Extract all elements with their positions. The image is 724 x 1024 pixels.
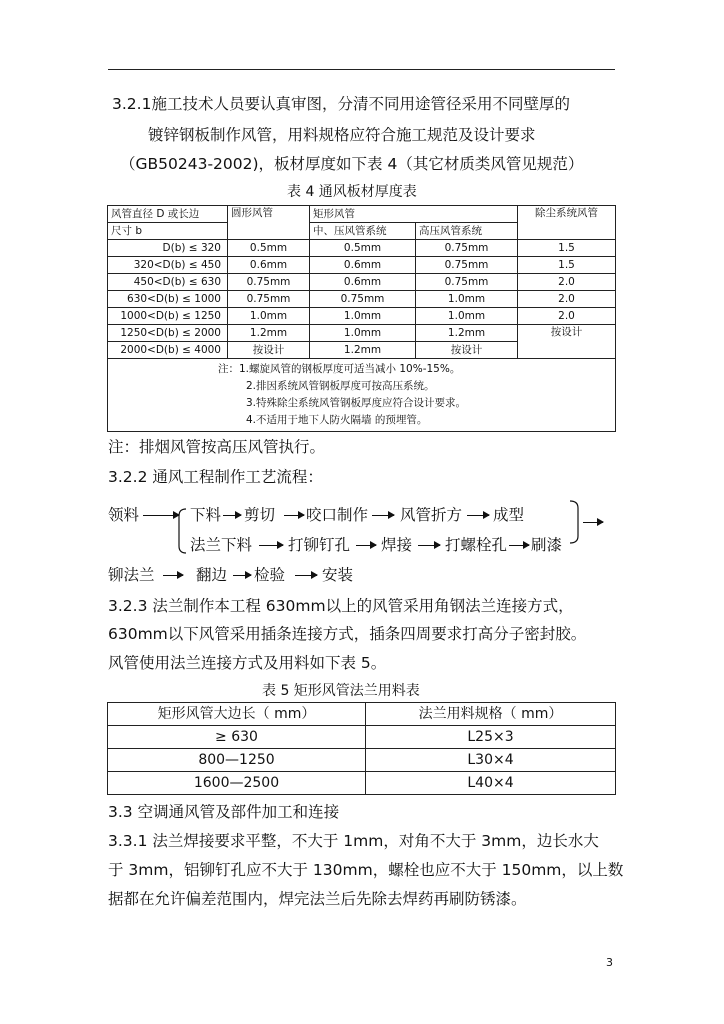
t4-cell: 0.75mm [228,274,310,291]
left-bracket-icon [177,508,187,554]
t4-header-rect-high: 高压风管系统 [416,223,518,240]
flow-r1-5: 成型 [493,506,525,524]
table5 [107,702,616,795]
t4-header-rect-mid: 中、压风管系统 [310,223,416,240]
t5-cell: L30×4 [366,749,616,772]
t4-cell: 1.0mm [416,308,518,325]
t5-cell: L25×3 [366,726,616,749]
t4-header-dust: 除尘系统风管 [518,206,616,240]
flow-r1-3: 咬口制作 [306,506,369,524]
t4-cell: 0.75mm [228,291,310,308]
flow-r2-3: 焊接 [381,536,413,554]
t4-cell: 1.0mm [228,308,310,325]
arrow-icon [163,575,183,576]
section-321-line3: （GB50243-2002)，板材厚度如下表 4（其它材质类风管见规范） [120,155,584,173]
t4-note-3: 3.特殊除尘系统风管钢板厚度应符合设计要求。 [246,397,467,409]
t5-header-size: 矩形风管大边长（ mm） [108,703,366,726]
arrow-icon [372,515,394,516]
t4-cell: 0.6mm [310,274,416,291]
t4-cell: 1250<D(b) ≤ 2000 [108,325,228,342]
flow-start: 领料 [108,506,140,524]
arrow-icon [259,545,283,546]
arrow-icon [233,575,251,576]
flow-r3-2: 翻边 [196,566,228,584]
flow-r3-4: 安装 [322,566,354,584]
t4-cell: 1.0mm [310,325,416,342]
t4-cell: 按设计 [416,342,518,359]
t4-cell: 0.5mm [310,240,416,257]
section-323-line3: 风管使用法兰连接方式及用料如下表 5。 [108,654,387,672]
note-smoke: 注：排烟风管按高压风管执行。 [108,438,326,456]
section-331-line2: 于 3mm，铝铆钉孔应不大于 130mm，螺栓也应不大于 150mm，以上数 [108,861,624,879]
flow-r3-1: 铆法兰 [108,566,155,584]
t4-note-4: 4.不适用于地下人防火隔墙 的预埋管。 [246,414,428,426]
t4-cell: 450<D(b) ≤ 630 [108,274,228,291]
flow-r1-4: 风管折方 [400,506,463,524]
t4-cell: 0.6mm [310,257,416,274]
arrow-icon [143,515,179,516]
section-33-heading: 3.3 空调通风管及部件加工和连接 [108,803,340,821]
table-row [108,240,616,257]
table-row [108,749,616,772]
t4-cell: 1.5 [518,240,616,257]
t4-cell: 1.2mm [228,325,310,342]
arrow-icon [356,545,376,546]
t4-cell: 0.75mm [416,240,518,257]
flow-r2-2: 打铆钉孔 [288,536,351,554]
t4-cell: 1.0mm [310,308,416,325]
table-row [108,274,616,291]
flow-r2-1: 法兰下料 [190,536,253,554]
arrow-icon [284,515,304,516]
t4-cell: 320<D(b) ≤ 450 [108,257,228,274]
flow-r2-4: 打螺栓孔 [445,536,508,554]
t5-cell: ≥ 630 [108,726,366,749]
table-row [108,772,616,795]
t5-cell: 800—1250 [108,749,366,772]
section-331-line1: 3.3.1 法兰焊接要求平整，不大于 1mm，对角不大于 3mm，边长水大 [108,832,599,850]
flow-r2-5: 刷漆 [531,536,563,554]
t4-cell: 1.0mm [416,291,518,308]
t4-cell: 0.6mm [228,257,310,274]
t5-header-spec: 法兰用料规格（ mm） [366,703,616,726]
t4-notes [108,359,616,432]
arrow-icon [583,522,603,523]
t4-header-round: 圆形风管 [228,206,310,240]
flow-r3-3: 检验 [254,566,286,584]
t4-cell: 按设计 [228,342,310,359]
t4-cell: 2.0 [518,291,616,308]
t4-cell: 1.2mm [310,342,416,359]
section-321-line1: 3.2.1施工技术人员要认真审图，分清不同用途管径采用不同壁厚的 [112,95,570,113]
arrow-icon [295,575,317,576]
t4-cell: 按设计 [518,325,616,359]
t4-cell: 630<D(b) ≤ 1000 [108,291,228,308]
t4-cell: 1.2mm [416,325,518,342]
t4-cell: 0.75mm [416,274,518,291]
t4-cell: 0.75mm [416,257,518,274]
section-321-line2: 镀锌钢板制作风管，用料规格应符合施工规范及设计要求 [148,126,536,144]
t4-cell: 2.0 [518,308,616,325]
table4 [107,205,616,432]
flow-r1-1: 下料 [190,506,222,524]
t4-cell: 1000<D(b) ≤ 1250 [108,308,228,325]
table-row [108,325,616,342]
t4-cell: 2000<D(b) ≤ 4000 [108,342,228,359]
table4-caption: 表 4 通风板材厚度表 [287,184,417,200]
table-row [108,291,616,308]
table-row [108,726,616,749]
t4-cell: D(b) ≤ 320 [108,240,228,257]
t4-cell: 2.0 [518,274,616,291]
section-323-line1: 3.2.3 法兰制作本工程 630mm以上的风管采用角钢法兰连接方式， [108,597,574,615]
t5-cell: 1600—2500 [108,772,366,795]
table-row [108,308,616,325]
header-rule [108,69,615,70]
section-323-line2: 630mm以下风管采用插条连接方式，插条四周要求打高分子密封胶。 [108,625,587,643]
t4-cell: 0.5mm [228,240,310,257]
page-number: 3 [606,956,613,969]
t4-note-1: 注：1.螺旋风管的钢板厚度可适当减小 10%-15%。 [218,363,461,375]
t4-cell: 0.75mm [310,291,416,308]
arrow-icon [509,545,529,546]
arrow-icon [467,515,489,516]
section-331-line3: 据都在允许偏差范围内，焊完法兰后先除去焊药再刷防锈漆。 [108,890,527,908]
section-322-heading: 3.2.2 通风工程制作工艺流程： [108,468,323,486]
table-row [108,257,616,274]
table5-caption: 表 5 矩形风管法兰用料表 [262,683,420,699]
right-bracket-icon [568,500,580,544]
t5-cell: L40×4 [366,772,616,795]
t4-cell: 1.5 [518,257,616,274]
t4-header-size-l2: 尺寸 b [108,223,228,240]
t4-header-rect: 矩形风管 [310,206,518,223]
t4-note-2: 2.排因系统风管钢板厚度可按高压系统。 [246,380,435,392]
arrow-icon [223,515,241,516]
t4-header-size-l1: 风管直径 D 或长边 [108,206,228,223]
arrow-icon [418,545,440,546]
flow-r1-2: 剪切 [244,506,276,524]
